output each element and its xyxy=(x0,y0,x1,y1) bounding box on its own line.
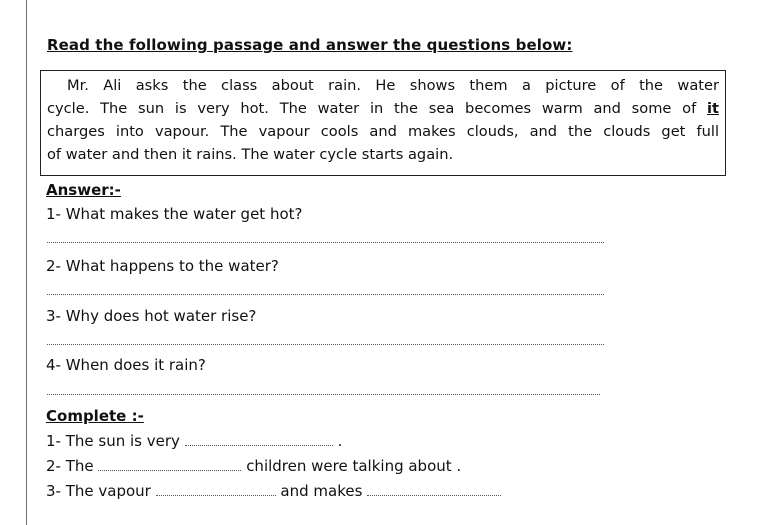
complete-item-3 xyxy=(46,482,501,500)
instructions-heading: Read the following passage and answer the questions below: xyxy=(47,36,573,54)
answer-title-text: Answer xyxy=(46,181,109,199)
passage-line-3: charges into vapour. The vapour cools and makes clouds, and the clouds get full xyxy=(47,123,719,140)
answer-line-2[interactable] xyxy=(47,294,604,295)
question-2: 2- What happens to the water? xyxy=(46,257,279,275)
complete-item-1-text: 1- The sun is very xyxy=(46,432,180,450)
page-left-rule xyxy=(26,0,27,525)
question-1: 1- What makes the water get hot? xyxy=(46,205,303,223)
complete-blank-2[interactable] xyxy=(98,458,241,471)
complete-item-2 xyxy=(46,457,461,475)
answer-line-1[interactable] xyxy=(47,242,604,243)
complete-title-text: Complete xyxy=(46,407,127,425)
complete-item-3-middle: and makes xyxy=(280,482,363,500)
complete-item-1 xyxy=(46,432,342,450)
complete-blank-3a[interactable] xyxy=(156,483,276,496)
complete-blank-1[interactable] xyxy=(185,433,333,446)
complete-title-suffix: :- xyxy=(131,407,144,425)
question-4: 4- When does it rain? xyxy=(46,356,206,374)
passage-line-2 xyxy=(47,97,719,120)
complete-blank-3b[interactable] xyxy=(367,483,501,496)
complete-item-1-end: . xyxy=(337,432,343,450)
passage-box xyxy=(40,70,726,176)
passage-line-2-text: cycle. The sun is very hot. The water in the sea becomes warm and some of xyxy=(47,100,697,117)
passage-line-1: Mr. Ali asks the class about rain. He shows them a picture of the water xyxy=(67,77,719,94)
answer-title-suffix: :- xyxy=(108,181,121,199)
answer-line-4[interactable] xyxy=(47,394,600,395)
answer-section-title xyxy=(46,181,121,199)
complete-item-2-end: children were talking about . xyxy=(246,457,462,475)
passage-line-4: of water and then it rains. The water cycle starts again. xyxy=(47,146,454,163)
complete-section-title xyxy=(46,407,144,425)
question-3: 3- Why does hot water rise? xyxy=(46,307,257,325)
complete-item-2-text: 2- The xyxy=(46,457,94,475)
complete-item-3-text: 3- The vapour xyxy=(46,482,151,500)
answer-line-3[interactable] xyxy=(47,344,604,345)
underlined-word: it xyxy=(707,100,720,117)
